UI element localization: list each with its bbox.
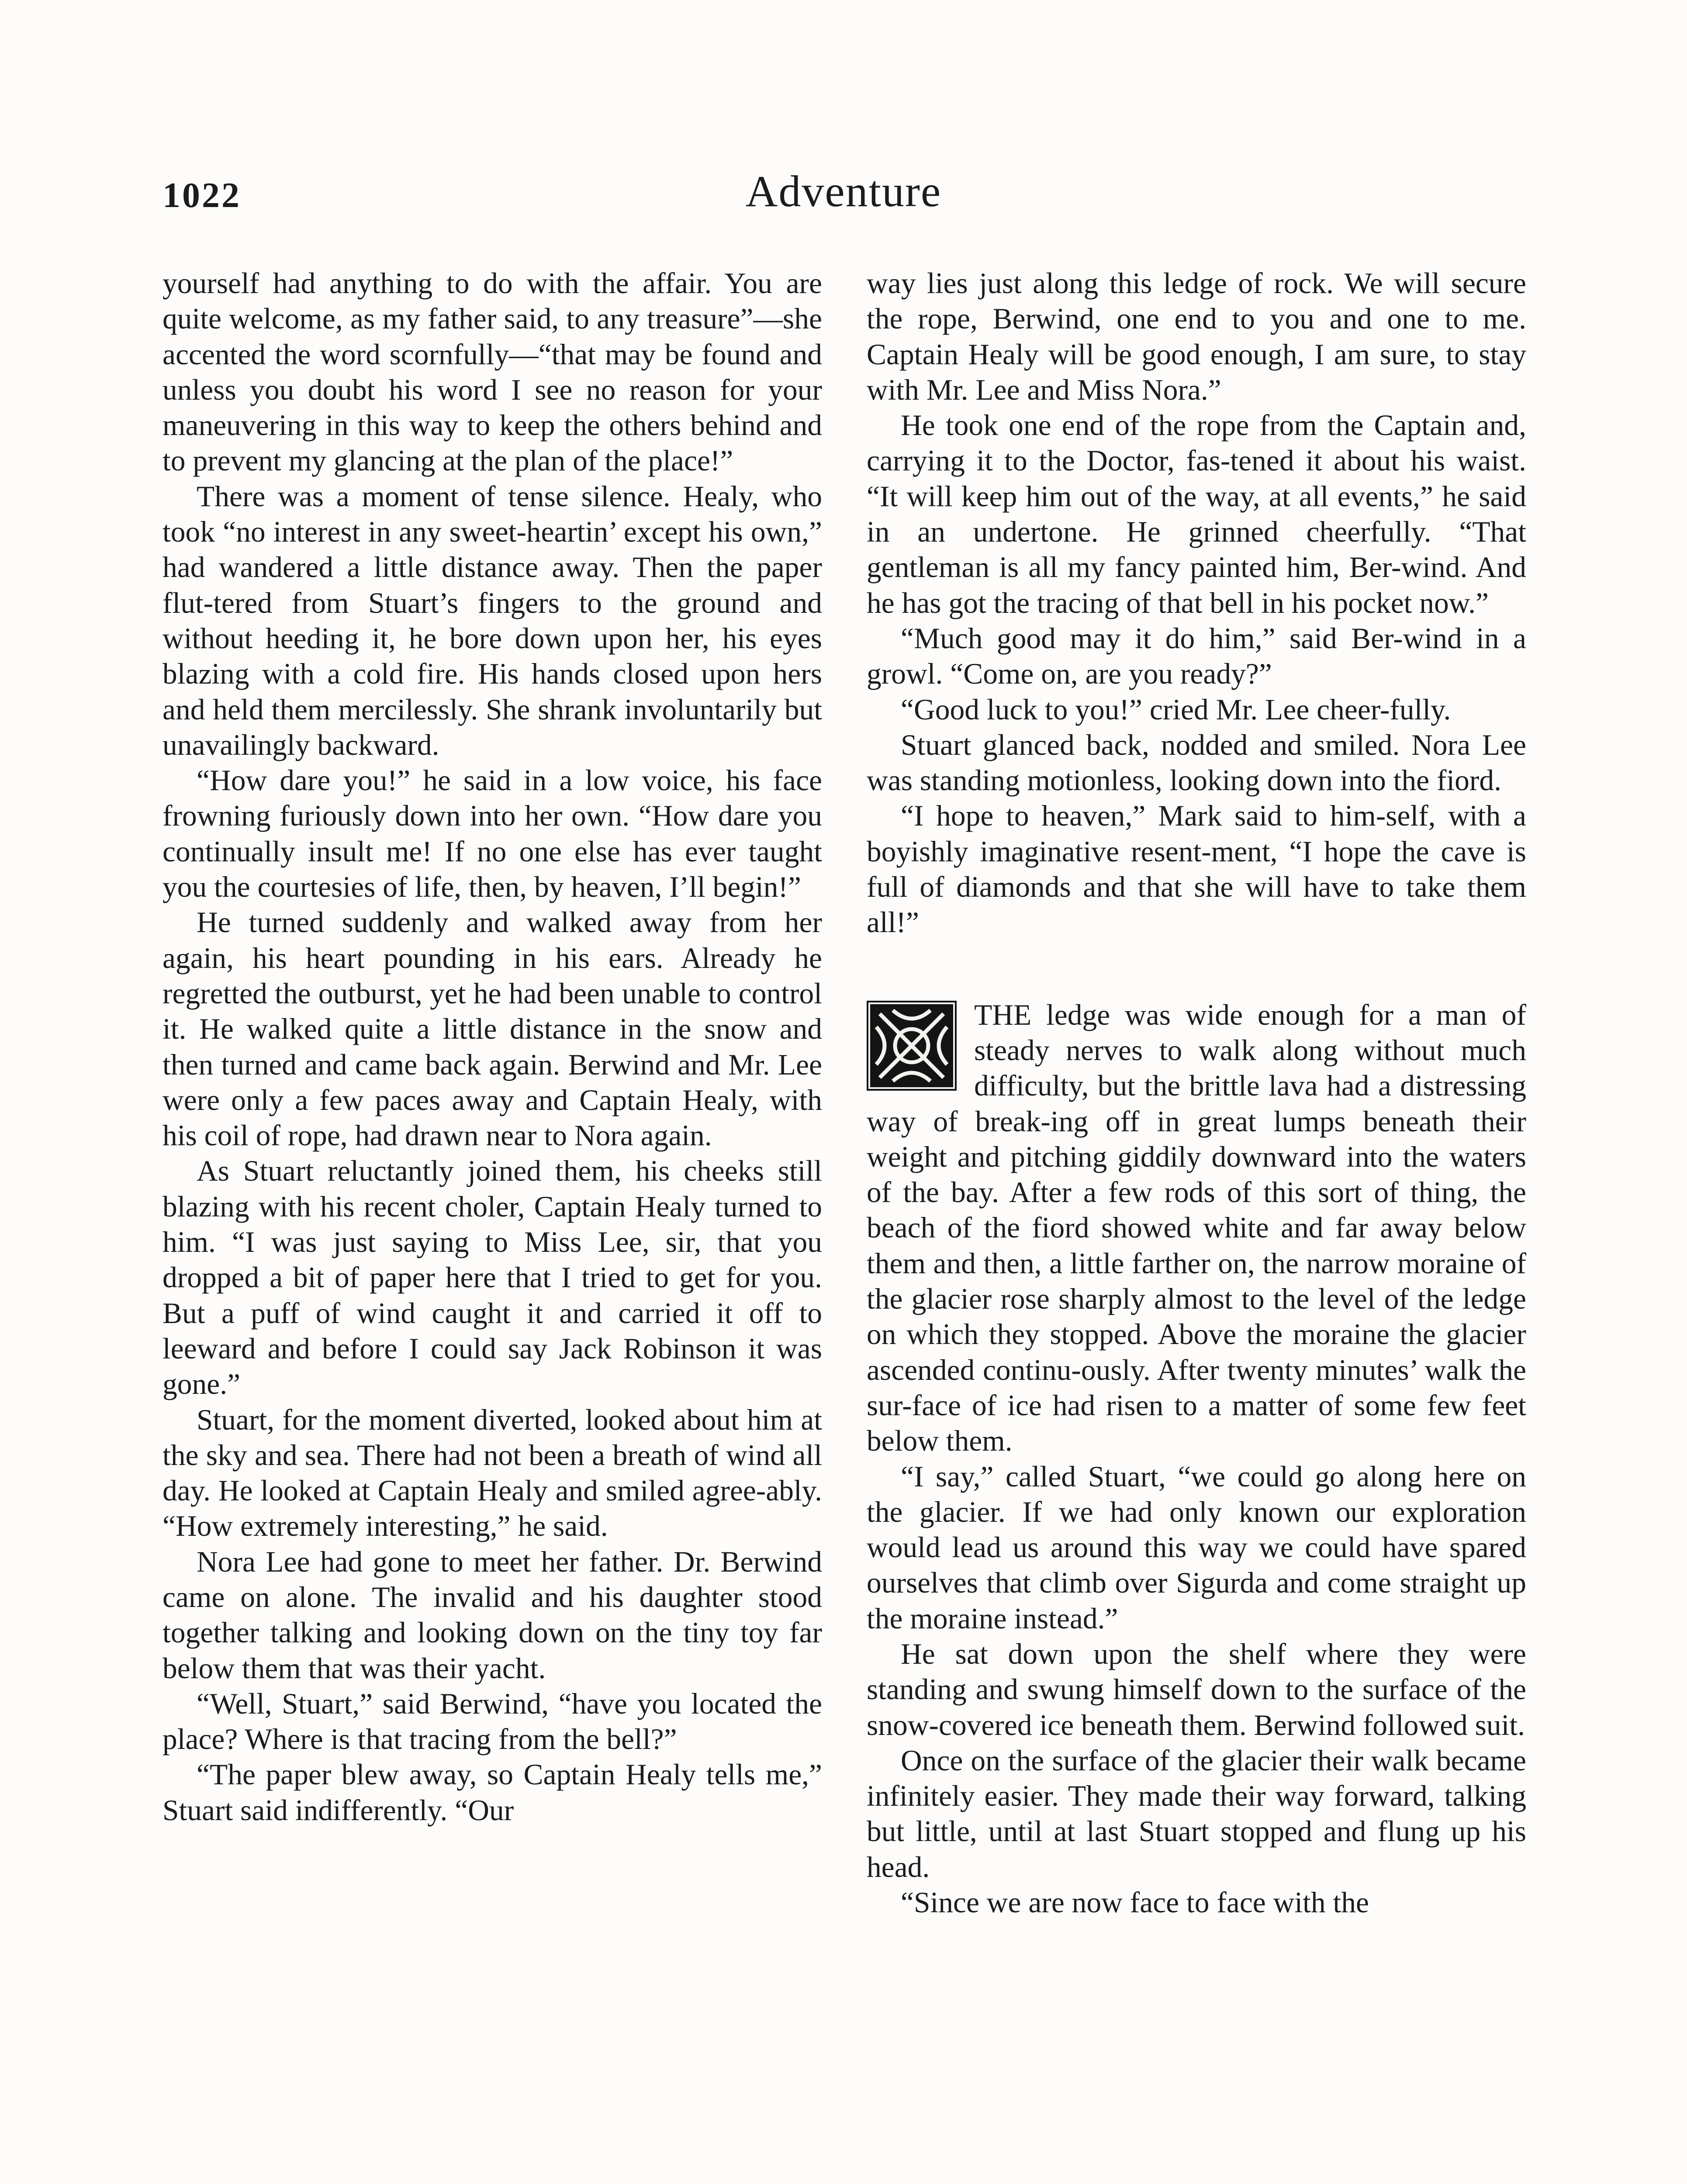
paragraph: “The paper blew away, so Captain Healy tells me,” Stuart said indifferently. “Our bbox=[162, 1758, 822, 1827]
paragraph: He turned suddenly and walked away from her again, his heart pounding in his ears. Already he regretted the outburst, yet he had been unable to control it. He walked quite a little distance in the snow and then turned and came back again. Berwind and Mr. Lee were only a few paces away and Captain Healy, with his coil of rope, had drawn near to Nora again. bbox=[162, 906, 822, 1152]
right-column bbox=[867, 266, 1526, 1920]
paragraph: “Well, Stuart,” said Berwind, “have you located the place? Where is that tracing from the bell?” bbox=[162, 1687, 822, 1756]
paragraph: There was a moment of tense silence. Healy, who took “no interest in any sweet-heartin’ except his own,” had wandered a little distance away. Then the paper flut-tered from Stuart’s fingers to the ground and without heeding it, he bore down upon her, his eyes blazing with a cold fire. His hands closed upon hers and held them mercilessly. She shrank involuntarily but unavailingly backward. bbox=[162, 480, 822, 761]
celtic-knot-ornament-icon bbox=[867, 1001, 957, 1091]
section-start-paragraph bbox=[867, 997, 1526, 1459]
paragraph: “How dare you!” he said in a low voice, his face frowning furiously down into her own. “How dare you continually insult me! If no one else has ever taught you the courtesies of life, then, by heaven, I’ll begin!” bbox=[162, 764, 822, 904]
paragraph: He sat down upon the shelf where they were standing and swung himself down to the surface of the snow-covered ice beneath them. Berwind followed suit. bbox=[867, 1637, 1526, 1742]
left-column bbox=[162, 266, 822, 1828]
paragraph: Stuart, for the moment diverted, looked about him at the sky and sea. There had not been a breath of wind all day. He looked at Captain Healy and smiled agree-ably. “How extremely interesting,” he said. bbox=[162, 1403, 822, 1543]
paragraph: yourself had anything to do with the affair. You are quite welcome, as my father said, to any treasure”—she accented the word scornfully—“that may be found and unless you doubt his word I see no reason for your maneuvering in this way to keep the others behind and to prevent my glancing at the plan of the place!” bbox=[162, 267, 822, 477]
running-title: Adventure bbox=[745, 167, 942, 216]
paragraph: “Since we are now face to face with the bbox=[901, 1886, 1369, 1919]
paragraph: As Stuart reluctantly joined them, his cheeks still blazing with his recent choler, Captain Healy turned to him. “I was just saying to Miss Lee, sir, that you dropped a bit of paper here that I tried to get for you. But a puff of wind caught it and carried it off to leeward and before I could say Jack Robinson it was gone.” bbox=[162, 1154, 822, 1401]
page-number: 1022 bbox=[162, 175, 241, 215]
section-start-text: THE ledge was wide enough for a man of steady nerves to walk along without much difficulty, but the brittle lava had a distressing way of break-ing off in great lumps beneath their weight and pitching giddily downward into the waters of the bay. After a few rods of this sort of thing, the beach of the fiord showed white and far away below them and then, a little farther on, the narrow moraine of the glacier rose sharply almost to the level of the ledge on which they stopped. Above the moraine the glacier ascended continu-ously. After twenty minutes’ walk the sur-face of ice had risen to a matter of some few feet below them. bbox=[867, 998, 1526, 1458]
page-header bbox=[0, 0, 1687, 245]
paragraph: “Much good may it do him,” said Ber-wind in a growl. “Come on, are you ready?” bbox=[867, 622, 1526, 691]
celtic-knot-ornament-icon-graphic bbox=[867, 1001, 957, 1091]
paragraph: “I say,” called Stuart, “we could go along here on the glacier. If we had only known our exploration would lead us around this way we could have spared ourselves that climb over Sigurda and come straight up the moraine instead.” bbox=[867, 1460, 1526, 1635]
paragraph: He took one end of the rope from the Captain and, carrying it to the Doctor, fas-tened it about his waist. “It will keep him out of the way, at all events,” he said in an undertone. He grinned cheerfully. “That gentleman is all my fancy painted him, Ber-wind. And he has got the tracing of that bell in his pocket now.” bbox=[867, 409, 1526, 619]
paragraph: “I hope to heaven,” Mark said to him-self, with a boyishly imaginative resent-ment, “I hope the cave is full of diamonds and that she will have to take them all!” bbox=[867, 799, 1526, 939]
paragraph: Once on the surface of the glacier their walk became infinitely easier. They made their way forward, talking but little, until at last Stuart stopped and flung up his head. bbox=[867, 1744, 1526, 1883]
paragraph: “Good luck to you!” cried Mr. Lee cheer-fully. bbox=[901, 693, 1451, 726]
paragraph: way lies just along this ledge of rock. We will secure the rope, Berwind, one end to you and one to me. Captain Healy will be good enough, I am sure, to stay with Mr. Lee and Miss Nora.” bbox=[867, 267, 1526, 406]
paragraph: Nora Lee had gone to meet her father. Dr. Berwind came on alone. The invalid and his daughter stood together talking and looking down on the tiny toy far below them that was their yacht. bbox=[162, 1545, 822, 1685]
paragraph: Stuart glanced back, nodded and smiled. Nora Lee was standing motionless, looking down into the fiord. bbox=[867, 728, 1526, 797]
